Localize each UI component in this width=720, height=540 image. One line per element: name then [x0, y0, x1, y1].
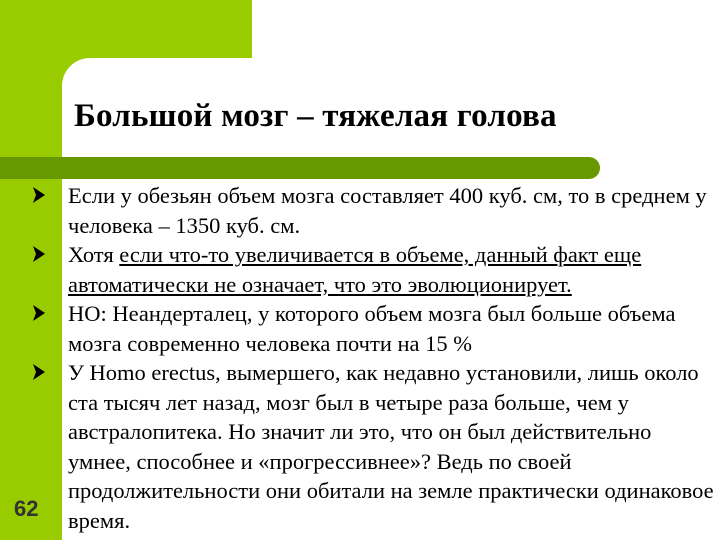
- slide-number: 62: [14, 496, 39, 521]
- slide-title: Большой мозг – тяжелая голова: [74, 98, 557, 134]
- arrow-bullet-icon: [32, 304, 46, 322]
- arrow-bullet-icon: [32, 186, 46, 204]
- bullet-text-underlined: если что-то увеличивается в объеме, данный факт еще автоматически не означает, что это эволюционирует.: [68, 242, 642, 297]
- bullet-text: НО: Неандерталец, у которого объем мозга был больше объема мозга современно человека почти на 15 %: [68, 301, 676, 356]
- arrow-bullet-icon: [32, 363, 46, 381]
- bullet-item: [32, 240, 717, 299]
- arrow-bullet-icon: [32, 245, 46, 263]
- bullet-item: [32, 181, 717, 240]
- bullet-text: У Homo erectus, вымершего, как недавно установили, лишь около ста тысяч лет назад, мозг был в четыре раза больше, чем у австралопитека. Но значит ли это, что он был действительно умнее, способнее и «прогрессивнее»? Ведь по своей продолжительности они обитали на земле практически одинаковое время.: [68, 360, 714, 533]
- title-underline-bar: [0, 157, 600, 179]
- bullet-item: [32, 358, 717, 535]
- bullet-text: Если у обезьян объем мозга составляет 400 куб. см, то в среднем у человека – 1350 куб. см.: [68, 183, 707, 238]
- bullet-list: [32, 181, 717, 535]
- bullet-item: [32, 299, 717, 358]
- bullet-text-prefix: Хотя: [68, 242, 120, 267]
